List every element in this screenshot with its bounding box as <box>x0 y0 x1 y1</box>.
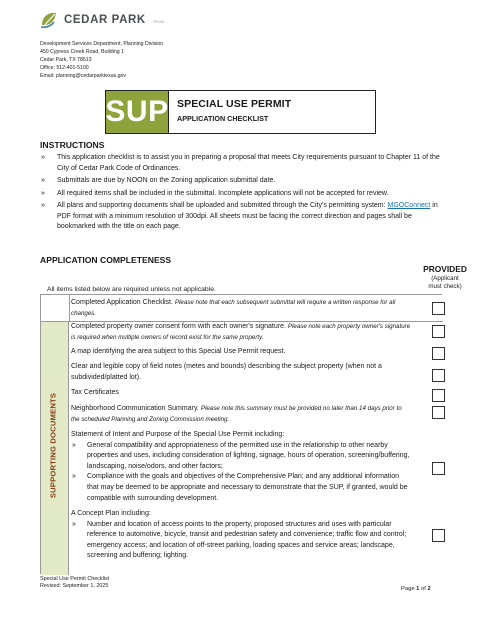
checklist-item-field-notes: Clear and legible copy of field notes (metes and bounds) describing the subject property (when not a subdivided/platted lot). <box>71 363 382 381</box>
cedar-park-logo <box>39 10 164 30</box>
address-line: Cedar Park, TX 78613 <box>40 57 92 63</box>
address-line: Office: 512-401-5100 <box>40 65 89 71</box>
side-label: SUPPORTING DOCUMENTS <box>48 392 58 499</box>
address-line: Development Services Department, Planning Division <box>40 41 164 47</box>
instruction-item: » This application checklist is to assist you in preparing a proposal that meets City requirements pursuant to Chapter 11 of the City of Cedar Park Code of Ordinances. <box>41 154 440 172</box>
logo-tagline: TEXAS <box>152 20 165 24</box>
provided-title: PROVIDED <box>423 264 467 274</box>
provided-subtitle: (Applicant must check) <box>428 275 462 290</box>
checklist-item-owner-consent: Completed property owner consent form with each owner's signature. Please note each property owner's signature is required when multiple owners of record exist for the same property. <box>71 323 411 341</box>
completeness-heading: APPLICATION COMPLETENESS <box>40 255 172 265</box>
address-line: 450 Cypress Creek Road, Building 1 <box>40 49 124 55</box>
instructions-list <box>40 153 440 235</box>
provided-checkbox[interactable] <box>432 325 445 338</box>
instruction-item: » Submittals are due by NOON on the Zoning application submittal date. <box>41 177 276 184</box>
provided-checkbox[interactable] <box>432 389 445 402</box>
checklist-item-map: A map identifying the area subject to this Special Use Permit request. <box>71 348 286 355</box>
address-line: Email: planning@cedarparktexas.gov <box>40 73 127 79</box>
provided-checkbox[interactable] <box>432 302 445 315</box>
document-title: SPECIAL USE PERMIT <box>177 98 292 110</box>
provided-checkbox[interactable] <box>432 406 445 419</box>
sup-badge: SUP <box>106 91 169 133</box>
footer-document-info <box>40 576 109 590</box>
sub-item: » General compatibility and appropriateness of the permitted use in the relationship to other nearby properties and uses, including consideration of lighting, signage, hours of operation, screening/buffering, landscaping, noise/odors, and other factors; <box>72 441 410 470</box>
mgoconnect-link[interactable]: MGOConnect <box>387 202 431 209</box>
sub-item: » Compliance with the goals and objectives of the Comprehensive Plan; and any additional information that may be deemed to be appropriate and necessary to demonstrate that the SUP, if granted, would be compatible with surrounding development. <box>72 473 408 502</box>
sub-item: » Number and location of access points to the property, proposed structures and uses with particular reference to automotive, bicycle, transit and pedestrian safety and convenience; traffic flow and control; emergency access; and location of off-street parking, loading spaces and service areas; landscape, screening and buffering; lighting. <box>72 520 407 560</box>
required-items-note: All items listed below are required unless not applicable. <box>47 286 216 293</box>
instruction-item: » All plans and supporting documents shall be uploaded and submitted through the City's permitting system: MGOConnect in PDF format with a minimum resolution of 300dpi. All sheets must be facing the correct direction and pages shall be bookmarked with the title on each page. <box>41 202 438 230</box>
instructions-heading: INSTRUCTIONS <box>40 140 105 150</box>
department-address <box>40 40 163 80</box>
logo-name: CEDAR PARK <box>64 14 146 26</box>
leaf-logo-icon <box>39 10 59 30</box>
provided-checkbox[interactable] <box>432 347 445 360</box>
page-number: Page 1 of 2 <box>401 586 431 592</box>
checklist-item-tax-certificates: Tax Certificates <box>71 389 119 396</box>
document-subtitle: APPLICATION CHECKLIST <box>177 114 269 123</box>
checklist-item-concept-plan: A Concept Plan including: » Number and location of access points to the property, proposed structures and uses with particular reference to automotive, bicycle, transit and pedestrian safety and convenience; traffic flow and control; emergency access; and location of off-street parking, loading spaces and service areas; landscape, screening and buffering; lighting. <box>71 509 411 562</box>
provided-checkbox[interactable] <box>432 462 445 475</box>
instruction-item: » All required items shall be included in the submittal. Incomplete applications will not be accepted for review. <box>41 189 389 197</box>
checklist-item-neighborhood-summary: Neighborhood Communication Summary. Please note this summary must be provided no later than 14 days prior to the scheduled Planning and Zoning Commission meeting. <box>71 405 402 423</box>
provided-column-header <box>410 264 480 290</box>
footer-doc-title: Special Use Permit Checklist <box>40 576 110 582</box>
document-header <box>105 90 376 134</box>
checklist-item-application: Completed Application Checklist. Please note that each subsequent submittal will require a written response for all changes. <box>71 299 396 317</box>
provided-checkbox[interactable] <box>432 529 445 542</box>
supporting-documents-band <box>41 321 69 575</box>
provided-checkbox[interactable] <box>432 369 445 382</box>
checklist-item-statement-of-intent: Statement of Intent and Purpose of the Special Use Permit including: » General compatibility and appropriateness of the permitted use in the relationship to other nearby properties and uses, including consideration of lighting, signage, hours of operation, screening/buffering, landscaping, noise/odors, and other factors; » Compliance with the goals and objectives of the Comprehensive Plan; and any additional information that may be deemed to be appropriate and necessary to demonstrate that the SUP, if granted, would be compatible with surrounding development. <box>71 430 411 504</box>
footer-revised-date: Revised: September 1, 2025 <box>40 583 109 590</box>
